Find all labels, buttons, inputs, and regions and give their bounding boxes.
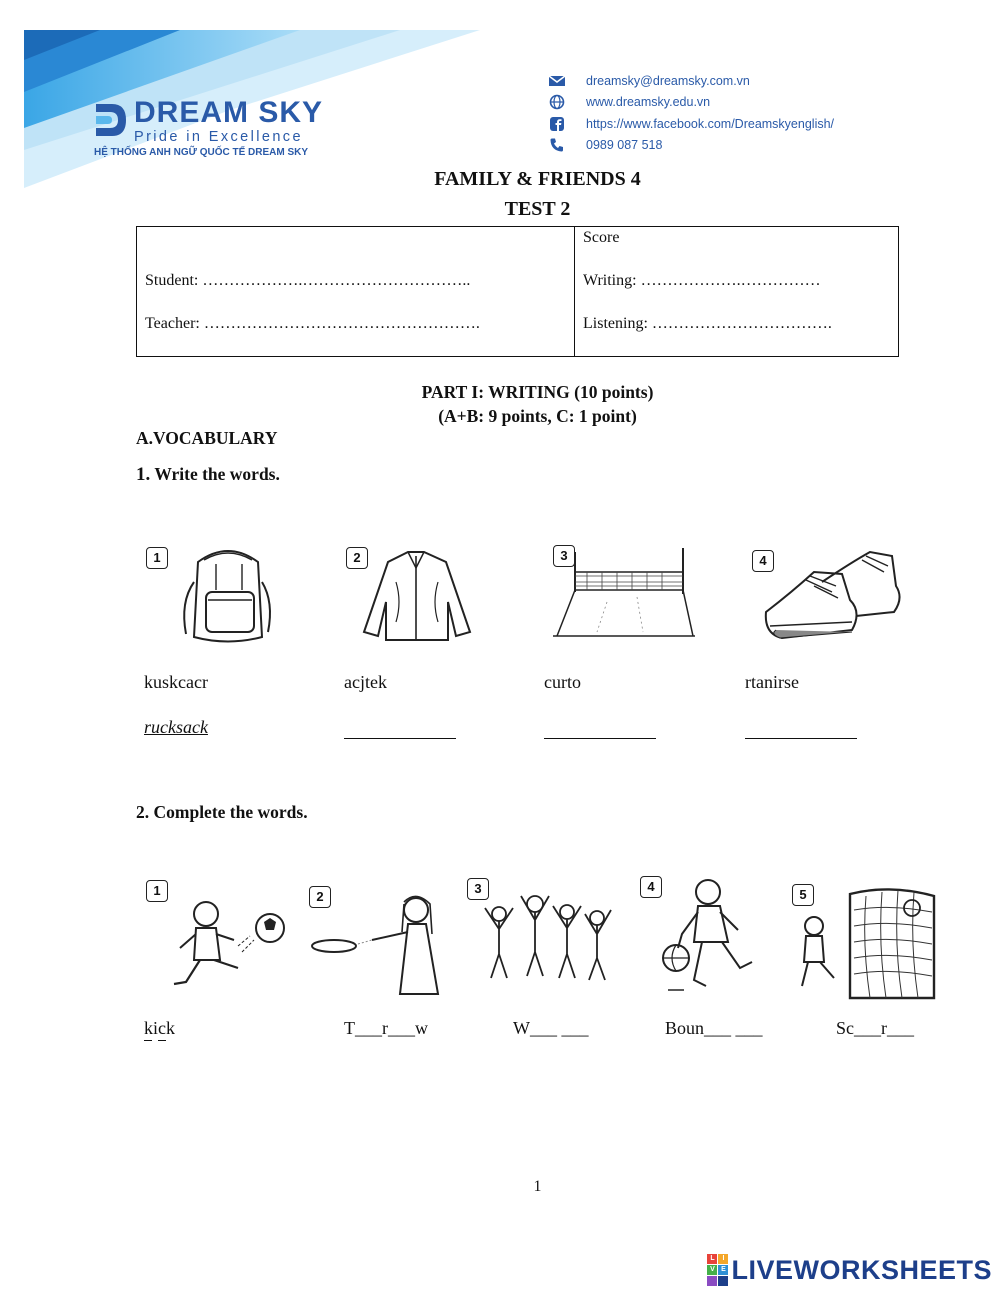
score-label: Score — [583, 229, 620, 246]
trainers-icon — [752, 542, 902, 652]
contact-facebook[interactable] — [548, 113, 834, 135]
ex1-item-3-picture — [547, 542, 697, 652]
kick-icon — [146, 874, 296, 1004]
globe-icon — [548, 94, 566, 110]
ex2-item-1-number: 1 — [146, 880, 168, 902]
lw-block-extra-1 — [707, 1276, 717, 1286]
ex2-item-4-number: 4 — [640, 876, 662, 898]
facebook-icon — [548, 116, 566, 132]
contact-email[interactable] — [548, 70, 834, 92]
contact-website-text: www.dreamsky.edu.vn — [586, 95, 711, 110]
ex2-item-2-number: 2 — [309, 886, 331, 908]
phone-icon — [548, 137, 566, 153]
exercise-1-heading — [136, 464, 280, 486]
contact-phone[interactable] — [548, 135, 834, 157]
ex1-item-2-picture — [346, 542, 486, 652]
ex1-item-1-scrambled: kuskcacr — [144, 672, 208, 692]
exercise-1-number: 1. — [136, 464, 151, 485]
contact-email-text: dreamsky@dreamsky.com.vn — [586, 73, 750, 88]
ex1-item-3-number: 3 — [553, 545, 575, 567]
ex2-item-5-word[interactable]: Sc___r___ — [836, 1018, 914, 1038]
exercise-2-heading: 2. Complete the words. — [136, 802, 308, 822]
ex1-item-1-picture — [146, 542, 286, 652]
ex1-item-4-picture — [752, 542, 902, 652]
teacher-field[interactable]: Teacher: ……………………………………………. — [145, 315, 480, 332]
ex1-item-1-number: 1 — [146, 547, 168, 569]
info-table — [136, 226, 899, 357]
brand-subtitle: HỆ THỐNG ANH NGỮ QUỐC TẾ DREAM SKY — [94, 147, 309, 158]
brand-name: DREAM SKY — [134, 96, 324, 129]
ex1-item-2-answer-input[interactable] — [344, 737, 456, 739]
mail-icon — [548, 73, 566, 89]
part-heading: PART I: WRITING (10 points) — [421, 382, 654, 402]
ex1-item-3-answer-input[interactable] — [544, 737, 656, 739]
listening-score-field[interactable]: Listening: ……………………………. — [583, 315, 832, 332]
ex2-item-5-picture — [790, 874, 940, 1004]
ex1-item-4-scrambled: rtanirse — [745, 672, 799, 692]
page-number: 1 — [533, 1178, 542, 1195]
section-vocabulary: A.VOCABULARY — [136, 428, 278, 448]
ex2-item-4-word[interactable]: Boun___ ___ — [665, 1018, 763, 1038]
student-field[interactable]: Student: ……………….………………………….. — [145, 272, 471, 289]
table-divider — [574, 227, 575, 356]
ex2-item-5-number: 5 — [792, 884, 814, 906]
ex2-item-1-word-text: kick — [144, 1018, 175, 1038]
lw-block-v: V — [707, 1265, 717, 1275]
liveworksheets-watermark[interactable] — [707, 1254, 992, 1286]
liveworksheets-logo-icon — [707, 1254, 728, 1286]
contact-phone-text: 0989 087 518 — [586, 138, 663, 153]
ex1-item-1-answer: rucksack — [144, 717, 208, 737]
contact-website[interactable] — [548, 92, 834, 114]
ex1-item-4-number: 4 — [752, 550, 774, 572]
page-title: FAMILY & FRIENDS 4 — [434, 168, 641, 190]
ex2-item-1-picture — [146, 874, 296, 1004]
ex1-item-2-number: 2 — [346, 547, 368, 569]
ex2-item-4-picture — [636, 872, 776, 1004]
ex2-item-3-word[interactable]: W___ ___ — [513, 1018, 589, 1038]
ex2-item-2-word[interactable]: T___r___w — [344, 1018, 428, 1038]
liveworksheets-text: LIVEWORKSHEETS — [731, 1254, 992, 1285]
ex2-item-2-picture — [306, 874, 456, 1004]
exercise-1-instruction: Write the words. — [154, 464, 280, 484]
ex2-item-1-underline-k — [144, 1040, 152, 1041]
lw-block-i: I — [718, 1254, 728, 1264]
lw-block-e: E — [718, 1265, 728, 1275]
ex2-item-1-word — [144, 1018, 175, 1039]
ex1-item-3-scrambled: curto — [544, 672, 581, 692]
lw-block-l: L — [707, 1254, 717, 1264]
brand-block — [94, 98, 323, 158]
contact-facebook-text: https://www.facebook.com/Dreamskyenglish/ — [586, 116, 835, 131]
ex1-item-4-answer-input[interactable] — [745, 737, 857, 739]
page-subtitle: TEST 2 — [504, 198, 571, 220]
lw-block-extra-2 — [718, 1276, 728, 1286]
ex2-item-3-number: 3 — [467, 878, 489, 900]
writing-score-field[interactable]: Writing: ……………….…………… — [583, 272, 821, 289]
ex2-item-1-underline-c — [158, 1040, 166, 1041]
contact-list — [548, 70, 834, 156]
ex1-item-2-scrambled: acjtek — [344, 672, 387, 692]
part-subheading: (A+B: 9 points, C: 1 point) — [438, 406, 637, 426]
brand-tagline: Pride in Excellence — [134, 129, 303, 145]
ex2-item-3-picture — [463, 874, 623, 1004]
dream-sky-logo-icon — [94, 100, 128, 140]
